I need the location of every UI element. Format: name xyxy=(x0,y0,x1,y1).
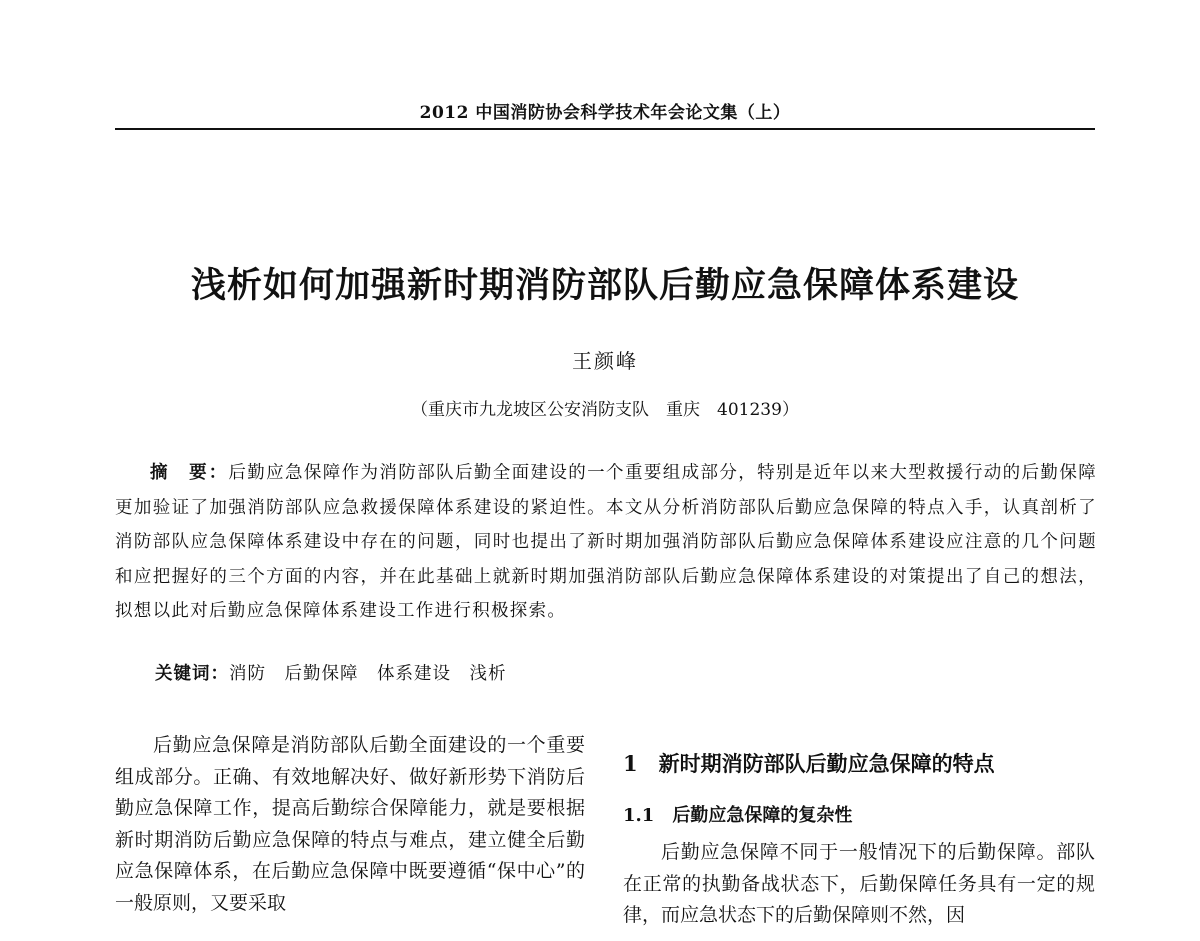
section-1-heading: 1 新时期消防部队后勤应急保障的特点 xyxy=(623,751,995,776)
keywords xyxy=(155,660,1095,685)
subsection-1-1-heading: 1.1 后勤应急保障的复杂性 xyxy=(623,805,853,826)
body-right-paragraph: 后勤应急保障不同于一般情况下的后勤保障。部队在正常的执勤备战状态下，后勤保障任务具有一定的规律，而应急状态下的后勤保障则不然，因 xyxy=(623,841,1095,926)
abstract xyxy=(115,456,1097,629)
running-header: 2012 中国消防协会科学技术年会论文集（上） xyxy=(419,103,791,123)
keywords-label: 关键词： xyxy=(155,664,229,684)
author-name: 王颜峰 xyxy=(572,349,638,373)
header-rule xyxy=(115,128,1095,130)
article-title: 浅析如何加强新时期消防部队后勤应急保障体系建设 xyxy=(190,265,1019,306)
abstract-text: 后勤应急保障作为消防部队后勤全面建设的一个重要组成部分，特别是近年以来大型救援行动的后勤保障更加验证了加强消防部队应急救援保障体系建设的紧迫性。本文从分析消防部队后勤应急保障的特点入手，认真剖析了消防部队应急保障体系建设中存在的问题，同时也提出了新时期加强消防部队后勤应急保障体系建设应注意的几个问题和应把握好的三个方面的内容，并在此基础上就新时期加强消防部队后勤应急保障体系建设的对策提出了自己的想法，拟想以此对后勤应急保障体系建设工作进行积极探索。 xyxy=(115,463,1097,621)
body-left-paragraph: 后勤应急保障是消防部队后勤全面建设的一个重要组成部分。正确、有效地解决好、做好新形势下消防后勤应急保障工作，提高后勤综合保障能力，就是要根据新时期消防后勤应急保障的特点与难点，建立健全后勤应急保障体系，在后勤应急保障中既要遵循“保中心”的一般原则，又要采取 xyxy=(115,734,585,914)
author-affiliation: （重庆市九龙坡区公安消防支队 重庆 401239） xyxy=(411,400,799,420)
keywords-text: 消防 后勤保障 体系建设 浅析 xyxy=(229,664,507,684)
abstract-label: 摘 要： xyxy=(150,463,229,483)
